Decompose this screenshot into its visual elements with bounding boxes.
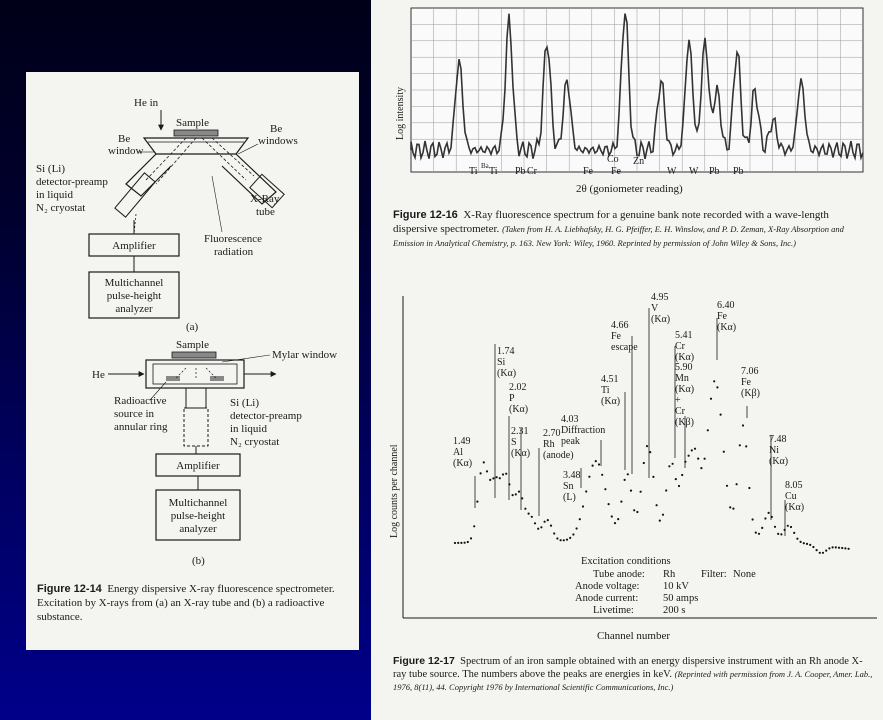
data-point xyxy=(528,513,530,515)
data-point xyxy=(742,424,744,426)
diagram-a xyxy=(36,97,298,333)
peak-label-line: (Kα) xyxy=(509,404,529,415)
data-point xyxy=(464,542,466,544)
data-point xyxy=(748,487,750,489)
data-point xyxy=(608,503,610,505)
peak-label-line: 6.40 xyxy=(717,300,735,311)
peak-label-line: 5.41 xyxy=(675,330,693,341)
data-point xyxy=(700,467,702,469)
data-point xyxy=(576,527,578,529)
data-point xyxy=(611,515,613,517)
conditions-title: Excitation conditions xyxy=(581,556,671,567)
livetime-value: 200 s xyxy=(663,605,686,616)
y-axis-label: Log intensity xyxy=(395,86,406,140)
livetime-label: Livetime: xyxy=(593,605,634,616)
peak-label xyxy=(717,300,736,333)
detector-label: N₂ cryostat xyxy=(230,436,280,448)
caption-credit: (Reprinted with permission from J. A. Cooper, Amer. Lab., 1976, 8(11), 44. Copyright 1976 by International Scientific Communications, Inc.) xyxy=(393,669,873,692)
xray-tube-label: tube xyxy=(256,206,275,218)
sample-label: Sample xyxy=(176,117,209,129)
voltage-value: 10 kV xyxy=(663,581,689,592)
data-point xyxy=(512,494,514,496)
data-point xyxy=(662,514,664,516)
data-point xyxy=(819,552,821,554)
data-point xyxy=(659,520,661,522)
peak-label-line: 7.06 xyxy=(741,366,759,377)
analyzer-box: analyzer xyxy=(115,303,153,315)
data-point xyxy=(838,547,840,549)
detector-label: Si (Li) xyxy=(230,397,260,409)
anode-label: Tube anode: xyxy=(593,569,645,580)
fluorescence-label: radiation xyxy=(214,246,254,258)
data-point xyxy=(768,512,770,514)
element-label: Cr xyxy=(527,166,537,177)
data-point xyxy=(832,546,834,548)
detector-label: detector-preamp xyxy=(36,176,108,188)
data-point xyxy=(499,477,501,479)
data-point xyxy=(624,479,626,481)
data-point xyxy=(496,476,498,478)
caption-text: Spectrum of an iron sample obtained with an energy dispersive instrument with an Rh anode X-ray tube source. The numbers above the peaks are energies in keV. xyxy=(393,656,863,680)
peak-label-line: 4.03 xyxy=(561,414,579,425)
data-point xyxy=(678,485,680,487)
data-point xyxy=(796,538,798,540)
radioactive-source-label: annular ring xyxy=(114,421,168,433)
data-point xyxy=(563,539,565,541)
data-point xyxy=(476,501,478,503)
peak-label-line: 1.49 xyxy=(453,436,471,447)
mylar-window-label: Mylar window xyxy=(272,349,338,361)
data-point xyxy=(704,458,706,460)
element-label: Pb xyxy=(733,166,744,177)
peak-label-line: (Kα) xyxy=(453,458,473,469)
data-point xyxy=(777,533,779,535)
sample-label: Sample xyxy=(176,339,209,351)
peak-label-line: 7.48 xyxy=(769,434,787,445)
analyzer-box: pulse-height xyxy=(106,290,162,302)
data-point xyxy=(694,448,696,450)
peak-label xyxy=(741,366,760,399)
peak-label-line: Diffraction xyxy=(561,425,606,436)
he-inlet-label: He in xyxy=(134,97,159,109)
current-value: 50 amps xyxy=(663,593,699,604)
data-point xyxy=(579,518,581,520)
peak-label-line: (Kα) xyxy=(675,352,695,363)
data-point xyxy=(537,528,539,530)
data-point xyxy=(774,526,776,528)
svg-text:Multichannelpulse-heightanalyz xyxy=(105,277,164,315)
caption-label: Figure 12-14 xyxy=(37,583,102,595)
data-point xyxy=(752,518,754,520)
data-point xyxy=(483,461,485,463)
data-point xyxy=(844,547,846,549)
data-point xyxy=(716,386,718,388)
data-point xyxy=(726,485,728,487)
data-point xyxy=(710,398,712,400)
data-point xyxy=(835,546,837,548)
data-point xyxy=(582,505,584,507)
data-point xyxy=(585,490,587,492)
peak-label xyxy=(675,330,694,363)
data-point xyxy=(816,549,818,551)
element-label: W xyxy=(689,166,699,177)
detector-label: Si (Li) xyxy=(36,163,66,175)
peak-labels xyxy=(453,292,804,513)
element-label: Ti xyxy=(489,166,498,177)
peak-label-line: 1.74 xyxy=(497,346,515,357)
data-point xyxy=(486,470,488,472)
element-label: W xyxy=(667,166,677,177)
data-point xyxy=(787,525,789,527)
peak-label-line: (L) xyxy=(563,492,576,503)
data-point xyxy=(758,533,760,535)
svg-text:X-Raytube xyxy=(250,193,280,218)
data-point xyxy=(556,537,558,539)
peak-label-line: 8.05 xyxy=(785,480,803,491)
detector-label: detector-preamp xyxy=(230,410,302,422)
peak-label-line: (Kα) xyxy=(511,448,531,459)
data-point xyxy=(803,542,805,544)
peak-label-line: 4.66 xyxy=(611,320,629,331)
data-point xyxy=(761,527,763,529)
peak-label-line: Rh xyxy=(543,439,555,450)
peak-label-line: 4.51 xyxy=(601,374,619,385)
data-point xyxy=(473,525,475,527)
data-point xyxy=(672,463,674,465)
be-window-label: Be xyxy=(118,133,131,145)
data-point xyxy=(729,506,731,508)
data-point xyxy=(460,542,462,544)
caption-label: Figure 12-17 xyxy=(393,655,455,667)
filter-label: Filter: xyxy=(701,569,727,580)
be-windows-label: Be xyxy=(270,123,283,135)
amplifier-box: Amplifier xyxy=(176,460,220,472)
detector-label: in liquid xyxy=(230,423,267,435)
data-point xyxy=(643,462,645,464)
svg-text:Fluorescenceradiation xyxy=(204,233,262,258)
data-point xyxy=(800,541,802,543)
figure-12-16-spectrum xyxy=(371,0,883,200)
data-point xyxy=(540,526,542,528)
data-point xyxy=(739,444,741,446)
data-point xyxy=(467,541,469,543)
peak-label xyxy=(497,346,516,379)
data-point xyxy=(825,550,827,552)
element-label: Ti xyxy=(469,166,478,177)
peak-label-line: 3.48 xyxy=(563,470,581,481)
data-point xyxy=(569,537,571,539)
peak-label-line: (Kα) xyxy=(769,456,789,467)
data-point xyxy=(544,521,546,523)
figure-12-17-spectrum xyxy=(371,288,883,653)
x-axis-label: 2θ (goniometer reading) xyxy=(576,183,683,195)
element-label: Pb xyxy=(515,166,526,177)
svg-text:Si (Li)detector-preampin liqui xyxy=(230,397,302,448)
data-point xyxy=(668,465,670,467)
svg-text:Bewindows xyxy=(258,123,298,147)
data-point xyxy=(601,474,603,476)
radioactive-source-label: source in xyxy=(114,408,155,420)
data-point xyxy=(592,465,594,467)
data-point xyxy=(547,519,549,521)
current-label: Anode current: xyxy=(575,593,639,604)
data-point xyxy=(720,414,722,416)
data-point xyxy=(553,532,555,534)
diagram-b xyxy=(92,339,337,567)
caption-credit: (Taken from H. A. Liebhafsky, H. G. Pfeiffer, E. H. Winslow, and P. D. Zeman, X-Ray Absorption and Emission in Analytical Chemistry, p. 163. New York: Wiley, 1960. Reprinted by permission of John Wiley & Sons, Inc.) xyxy=(393,224,844,248)
analyzer-box: Multichannel xyxy=(168,497,228,509)
peak-label-line: escape xyxy=(611,342,638,353)
data-point xyxy=(598,463,600,465)
caption-label: Figure 12-16 xyxy=(393,209,458,221)
data-point xyxy=(627,473,629,475)
caption-text: Energy dispersive X-ray fluorescence spectrometer. Excitation by X-rays from (a) an X-ray tube and (b) a radioactive substance. xyxy=(37,583,335,623)
data-point xyxy=(828,547,830,549)
data-point xyxy=(707,429,709,431)
analyzer-box: Multichannel xyxy=(104,277,164,289)
peak-label-line: peak xyxy=(561,436,580,447)
data-point xyxy=(572,533,574,535)
fluorescence-label: Fluorescence xyxy=(204,233,263,245)
data-point xyxy=(518,491,520,493)
peak-label xyxy=(611,320,638,353)
data-point xyxy=(633,509,635,511)
data-point xyxy=(636,511,638,513)
element-label: Fe xyxy=(611,166,621,177)
excitation-conditions xyxy=(575,556,756,616)
peak-label-line: V xyxy=(651,303,659,314)
data-point xyxy=(534,522,536,524)
filter-value: None xyxy=(733,569,756,580)
peak-label-line: Cu xyxy=(785,491,797,502)
figure-12-16-caption xyxy=(393,208,873,250)
peak-label-line: P xyxy=(509,393,515,404)
spectrum-grid xyxy=(411,8,863,172)
data-point xyxy=(620,501,622,503)
peak-label-line: Cr xyxy=(675,406,685,417)
voltage-label: Anode voltage: xyxy=(575,581,640,592)
data-point xyxy=(560,539,562,541)
data-point xyxy=(848,548,850,550)
data-point xyxy=(822,552,824,554)
caption-text: X-Ray fluorescence spectrum for a genuine bank note recorded with a wave-length dispersive spectrometer. xyxy=(393,209,829,235)
analyzer-box: analyzer xyxy=(179,523,217,535)
data-point xyxy=(515,493,517,495)
data-point xyxy=(588,476,590,478)
data-point xyxy=(684,461,686,463)
anode-value: Rh xyxy=(663,569,676,580)
data-point xyxy=(841,547,843,549)
figure-12-17-caption xyxy=(393,655,873,694)
data-point xyxy=(691,449,693,451)
peak-label xyxy=(511,426,530,459)
data-point xyxy=(780,533,782,535)
data-point xyxy=(521,497,523,499)
data-point xyxy=(809,544,811,546)
element-label: Ba xyxy=(481,162,489,170)
peak-label-line: Al xyxy=(453,447,463,458)
y-axis-label: Log counts per channel xyxy=(389,444,400,538)
data-point xyxy=(470,537,472,539)
peak-label-line: (Kα) xyxy=(651,314,671,325)
data-point xyxy=(652,476,654,478)
right-figures-panel xyxy=(371,0,883,720)
peak-label xyxy=(563,470,581,503)
analyzer-box: pulse-height xyxy=(170,510,226,522)
peak-label-line: (Kβ) xyxy=(741,388,760,399)
data-point xyxy=(688,455,690,457)
data-point xyxy=(736,483,738,485)
data-point xyxy=(595,460,597,462)
peak-label-line: (Kα) xyxy=(675,384,695,395)
data-point xyxy=(454,542,456,544)
svg-text:Radioactivesource inannular ri xyxy=(114,395,168,433)
radioactive-source-label: Radioactive xyxy=(114,395,167,407)
peak-label xyxy=(561,414,605,447)
data-point xyxy=(697,458,699,460)
peak-label-line: Mn xyxy=(675,373,689,384)
x-axis-label: Channel number xyxy=(597,630,671,642)
figure-12-14-caption xyxy=(37,582,353,624)
data-point xyxy=(806,543,808,545)
data-point xyxy=(531,516,533,518)
data-point xyxy=(566,539,568,541)
detector-label: in liquid xyxy=(36,189,73,201)
peak-label-line: (anode) xyxy=(543,450,574,461)
peak-label xyxy=(675,362,694,428)
data-point xyxy=(489,479,491,481)
peak-label xyxy=(785,480,804,513)
peak-label-line: Si xyxy=(497,357,506,368)
data-point xyxy=(790,526,792,528)
xray-tube-label: X-Ray xyxy=(250,193,280,205)
svg-text:Multichannelpulse-heightanalyz xyxy=(169,497,228,535)
data-point xyxy=(630,490,632,492)
amplifier-box: Amplifier xyxy=(112,240,156,252)
spectrometer-diagrams xyxy=(26,72,359,650)
data-point xyxy=(480,472,482,474)
data-point xyxy=(812,546,814,548)
data-point xyxy=(764,517,766,519)
he-inlet-label: He xyxy=(92,369,105,381)
figure-12-14-panel xyxy=(26,72,359,650)
data-point xyxy=(665,489,667,491)
data-point xyxy=(755,532,757,534)
be-windows-label: windows xyxy=(258,135,298,147)
data-point xyxy=(604,488,606,490)
data-point xyxy=(505,473,507,475)
subfigure-label: (b) xyxy=(192,555,205,567)
peak-label xyxy=(651,292,670,325)
peak-label-line: (Kα) xyxy=(497,368,517,379)
data-point xyxy=(745,445,747,447)
peak-label-line: S xyxy=(511,437,517,448)
data-point xyxy=(793,532,795,534)
data-point xyxy=(675,478,677,480)
peak-label-line: Ni xyxy=(769,445,779,456)
element-label: Zn xyxy=(633,156,645,167)
peak-label-line: 5.90 xyxy=(675,362,693,373)
data-point xyxy=(649,451,651,453)
element-label: Co xyxy=(607,154,619,165)
peak-label xyxy=(453,436,472,469)
data-point xyxy=(723,451,725,453)
data-point xyxy=(492,477,494,479)
svg-text:Bewindow xyxy=(108,133,144,157)
peak-label-line: 2.31 xyxy=(511,426,529,437)
be-window-label: window xyxy=(108,145,144,157)
svg-text:Si (Li)detector-preampin liqui xyxy=(36,163,108,214)
peak-label-line: Cr xyxy=(675,341,685,352)
data-point xyxy=(550,525,552,527)
data-point xyxy=(508,483,510,485)
data-point xyxy=(681,474,683,476)
data-point xyxy=(457,542,459,544)
element-label: Pb xyxy=(709,166,720,177)
peak-label-line: 2.70 xyxy=(543,428,561,439)
peak-label-line: Fe xyxy=(741,377,751,388)
data-point xyxy=(617,518,619,520)
peak-label-line: 2.02 xyxy=(509,382,527,393)
peak-label-line: (Kα) xyxy=(785,502,805,513)
peak-label-line: (Kα) xyxy=(717,322,737,333)
peak-label-line: Fe xyxy=(717,311,727,322)
peak-label-line: + xyxy=(675,395,681,406)
peak-label xyxy=(769,434,788,467)
data-point xyxy=(524,508,526,510)
data-point xyxy=(640,491,642,493)
data-point xyxy=(502,473,504,475)
subfigure-label: (a) xyxy=(186,321,199,333)
peak-label-line: 4.95 xyxy=(651,292,669,303)
data-point xyxy=(614,522,616,524)
peak-label-line: (Kα) xyxy=(601,396,621,407)
detector-label: N₂ cryostat xyxy=(36,202,86,214)
data-point xyxy=(646,445,648,447)
data-point xyxy=(784,529,786,531)
peak-label-line: Sn xyxy=(563,481,574,492)
data-point xyxy=(713,380,715,382)
data-point xyxy=(656,504,658,506)
data-point xyxy=(732,508,734,510)
peak-label xyxy=(509,382,528,415)
data-point xyxy=(771,516,773,518)
peak-label-line: (Kβ) xyxy=(675,417,694,428)
peak-label-line: Fe xyxy=(611,331,621,342)
peak-label xyxy=(601,374,620,407)
peak-label-line: Ti xyxy=(601,385,610,396)
element-label: Fe xyxy=(583,166,593,177)
